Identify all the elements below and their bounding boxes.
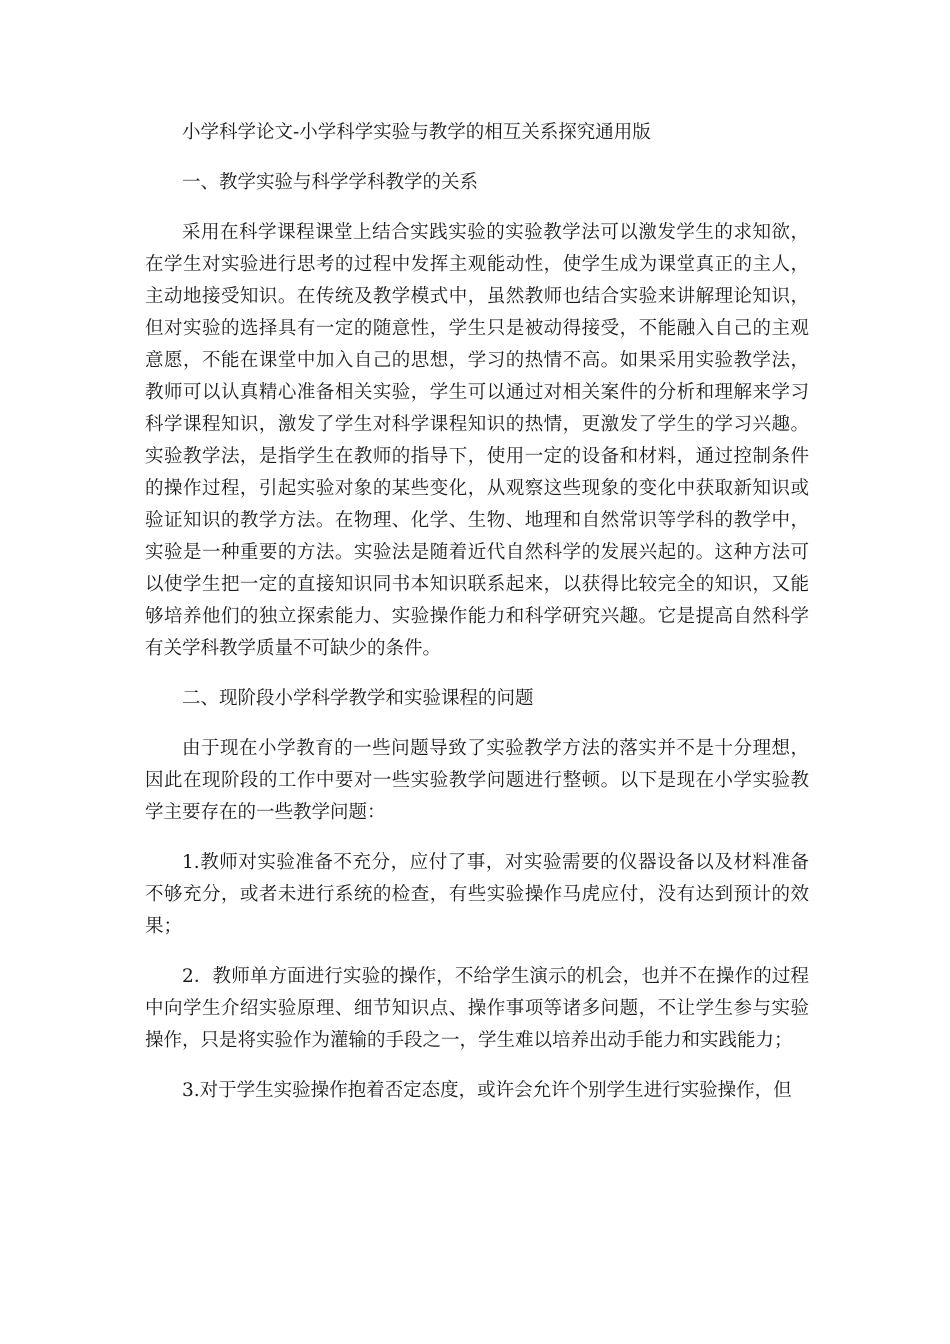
- section-2-item-2: 2．教师单方面进行实验的操作，不给学生演示的机会，也并不在操作的过程中向学生介绍实验原理、细节知识点、操作事项等诸多问题，不让学生参与实验操作，只是将实验作为灌输的手段之一，学生难以培养出动手能力和实践能力；: [145, 966, 809, 1051]
- section-2-item-3: 3.对于学生实验操作抱着否定态度，或许会允许个别学生进行实验操作，但: [182, 1080, 792, 1101]
- section-2-paragraph-1: 由于现在小学教育的一些问题导致了实验教学方法的落实并不是十分理想，因此在现阶段的工作中要对一些实验教学问题进行整顿。以下是现在小学实验教学主要存在的一些教学问题：: [145, 738, 809, 823]
- section-heading-1: 一、教学实验与科学学科教学的关系: [182, 172, 479, 193]
- document-title: 小学科学论文-小学科学实验与教学的相互关系探究通用版: [182, 122, 651, 143]
- section-heading-2: 二、现阶段小学科学教学和实验课程的问题: [182, 688, 534, 709]
- document-body: [145, 117, 809, 1107]
- section-1-paragraph-1: 采用在科学课程课堂上结合实践实验的实验教学法可以激发学生的求知欲，在学生对实验进行思考的过程中发挥主观能动性，使学生成为课堂真正的主人，主动地接受知识。在传统及教学模式中，虽然教师也结合实验来讲解理论知识，但对实验的选择具有一定的随意性，学生只是被动得接受，不能融入自己的主观意愿，不能在课堂中加入自己的思想，学习的热情不高。如果采用实验教学法，教师可以认真精心准备相关实验，学生可以通过对相关案件的分析和理解来学习科学课程知识，激发了学生对科学课程知识的热情，更激发了学生的学习兴趣。实验教学法，是指学生在教师的指导下，使用一定的设备和材料，通过控制条件的操作过程，引起实验对象的某些变化，从观察这些现象的变化中获取新知识或验证知识的教学方法。在物理、化学、生物、地理和自然常识等学科的教学中，实验是一种重要的方法。实验法是随着近代自然科学的发展兴起的。这种方法可以使学生把一定的直接知识同书本知识联系起来，以获得比较完全的知识，又能够培养他们的独立探索能力、实验操作能力和科学研究兴趣。它是提高自然科学有关学科教学质量不可缺少的条件。: [145, 222, 809, 659]
- section-2-item-1: 1.教师对实验准备不充分，应付了事，对实验需要的仪器设备以及材料准备不够充分，或者未进行系统的检查，有些实验操作马虎应付，没有达到预计的效果；: [145, 852, 809, 937]
